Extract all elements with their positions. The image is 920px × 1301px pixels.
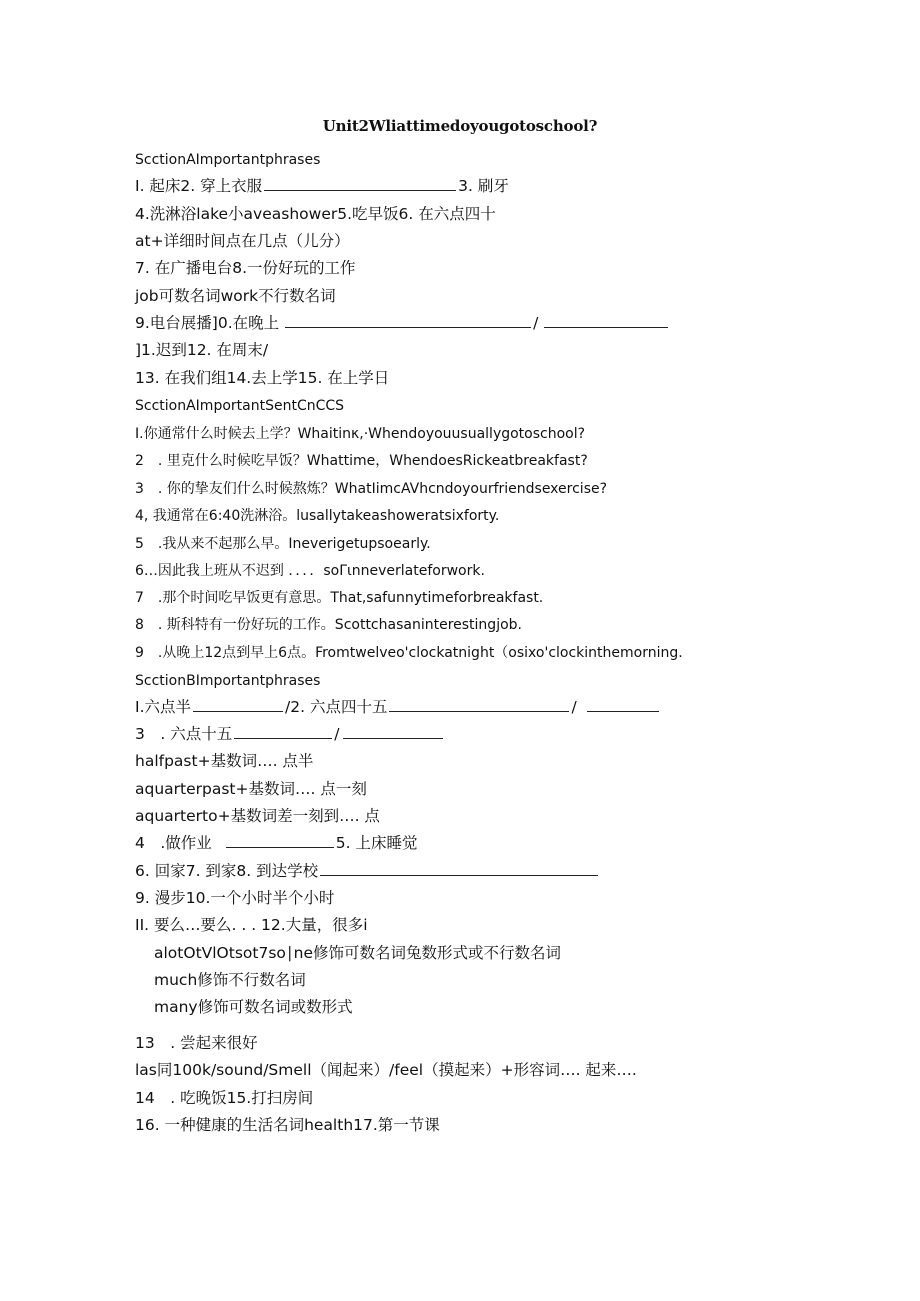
answer-blank [193,697,283,712]
phrase-line: 4.洗淋浴lake小aveashower5.吃早饭6. 在六点四十 [135,205,496,223]
note-line: las同100k/sound/Smell（闻起来）/feel（摸起来）+形容词…. 起来…. [135,1061,637,1079]
phrase-line: ]1.迟到12. 在周末/ [135,341,269,359]
sentence-line: 7 .那个时间吃早饭更有意思。That,safunnytimeforbreakfast. [135,590,544,606]
phrase-line: 6. 回家7. 到家8. 到达学校 [135,861,600,881]
phrase-line: 4 .做作业 5. 上床睡觉 [135,834,418,852]
phrase-line: II. 要么…要么. . . 12.大量，很多i [135,916,368,934]
phrase-line: 7. 在广播电台8.一份好玩的工作 [135,259,356,277]
phrase-line: halfpast+基数词…. 点半 [135,752,314,770]
phrase-line: 13. 在我们组14.去上学15. 在上学日 [135,369,390,387]
answer-blank [389,697,569,712]
phrase-line: aquarterpast+基数词…. 点一刻 [135,780,367,798]
answer-blank [343,724,443,739]
phrase-line: 3 . 六点十五 / [135,724,445,744]
sentence-line: 4, 我通常在6:40洗淋浴。lusallytakeashoweratsixforty. [135,508,500,524]
phrase-line: job可数名词work不行数名词 [135,287,336,305]
phrase-line: 13 . 尝起来很好 [135,1034,258,1052]
sentence-line: 9 .从晚上12点到早上6点。Fromtwelveo'clockatnight（osixo'clockinthemorning. [135,645,683,661]
phrase-line: I.六点半 /2. 六点四十五 / [135,697,661,717]
note-line: alotOtVlOtsot7so∣ne修饰可数名词兔数形式或不行数名词 [154,944,561,962]
section-heading: ScctionAImportantSentCnCCS [135,398,345,414]
page-title: Unit2Wliattimedoyougotoschool? [322,117,598,135]
answer-blank [264,176,456,191]
note-line: much修饰不行数名词 [154,971,306,989]
phrase-line: 9.电台展播]0.在晚上 / [135,313,670,333]
sentence-line: 5 .我从来不起那么早。Ineverigetupsoearly. [135,536,431,552]
section-heading: ScctionBImportantphrases [135,673,321,689]
sentence-line: 3 . 你的挚友们什么时候熬炼？WhatIimcAVhcndoyourfriendsexercise? [135,481,608,497]
phrase-line: 16. 一种健康的生活名词health17.第一节课 [135,1116,440,1134]
sentence-line: 2 . 里克什么时候吃早饭？Whattime，WhendoesRickeatbreakfast? [135,453,588,469]
answer-blank [234,724,332,739]
phrase-line: 14 . 吃晚饭15.打扫房间 [135,1089,314,1107]
section-heading: ScctionAImportantphrases [135,152,321,168]
answer-blank [226,833,334,848]
phrase-line: 9. 漫步10.一个小时半个小时 [135,889,335,907]
note-line: many修饰可数名词或数形式 [154,998,353,1016]
answer-blank [320,861,598,876]
phrase-line: I. 起床2. 穿上衣服 3. 刷牙 [135,177,509,195]
answer-blank [285,313,531,328]
sentence-line: I.你通常什么时候去上学？Whaitinκ,·Whendoyouusuallygotoschool? [135,426,586,442]
phrase-line: at+详细时间点在几点（儿分） [135,232,350,250]
answer-blank [587,697,659,712]
sentence-line: 8 . 斯科特有一份好玩的工作。Scottchasaninterestingjob. [135,617,522,633]
sentence-line: 6…因此我上班从不迟到 ．．．．soΓιnneverlateforwork. [135,563,485,579]
answer-blank [544,313,668,328]
phrase-line: aquarterto+基数词差一刻到…. 点 [135,807,380,825]
